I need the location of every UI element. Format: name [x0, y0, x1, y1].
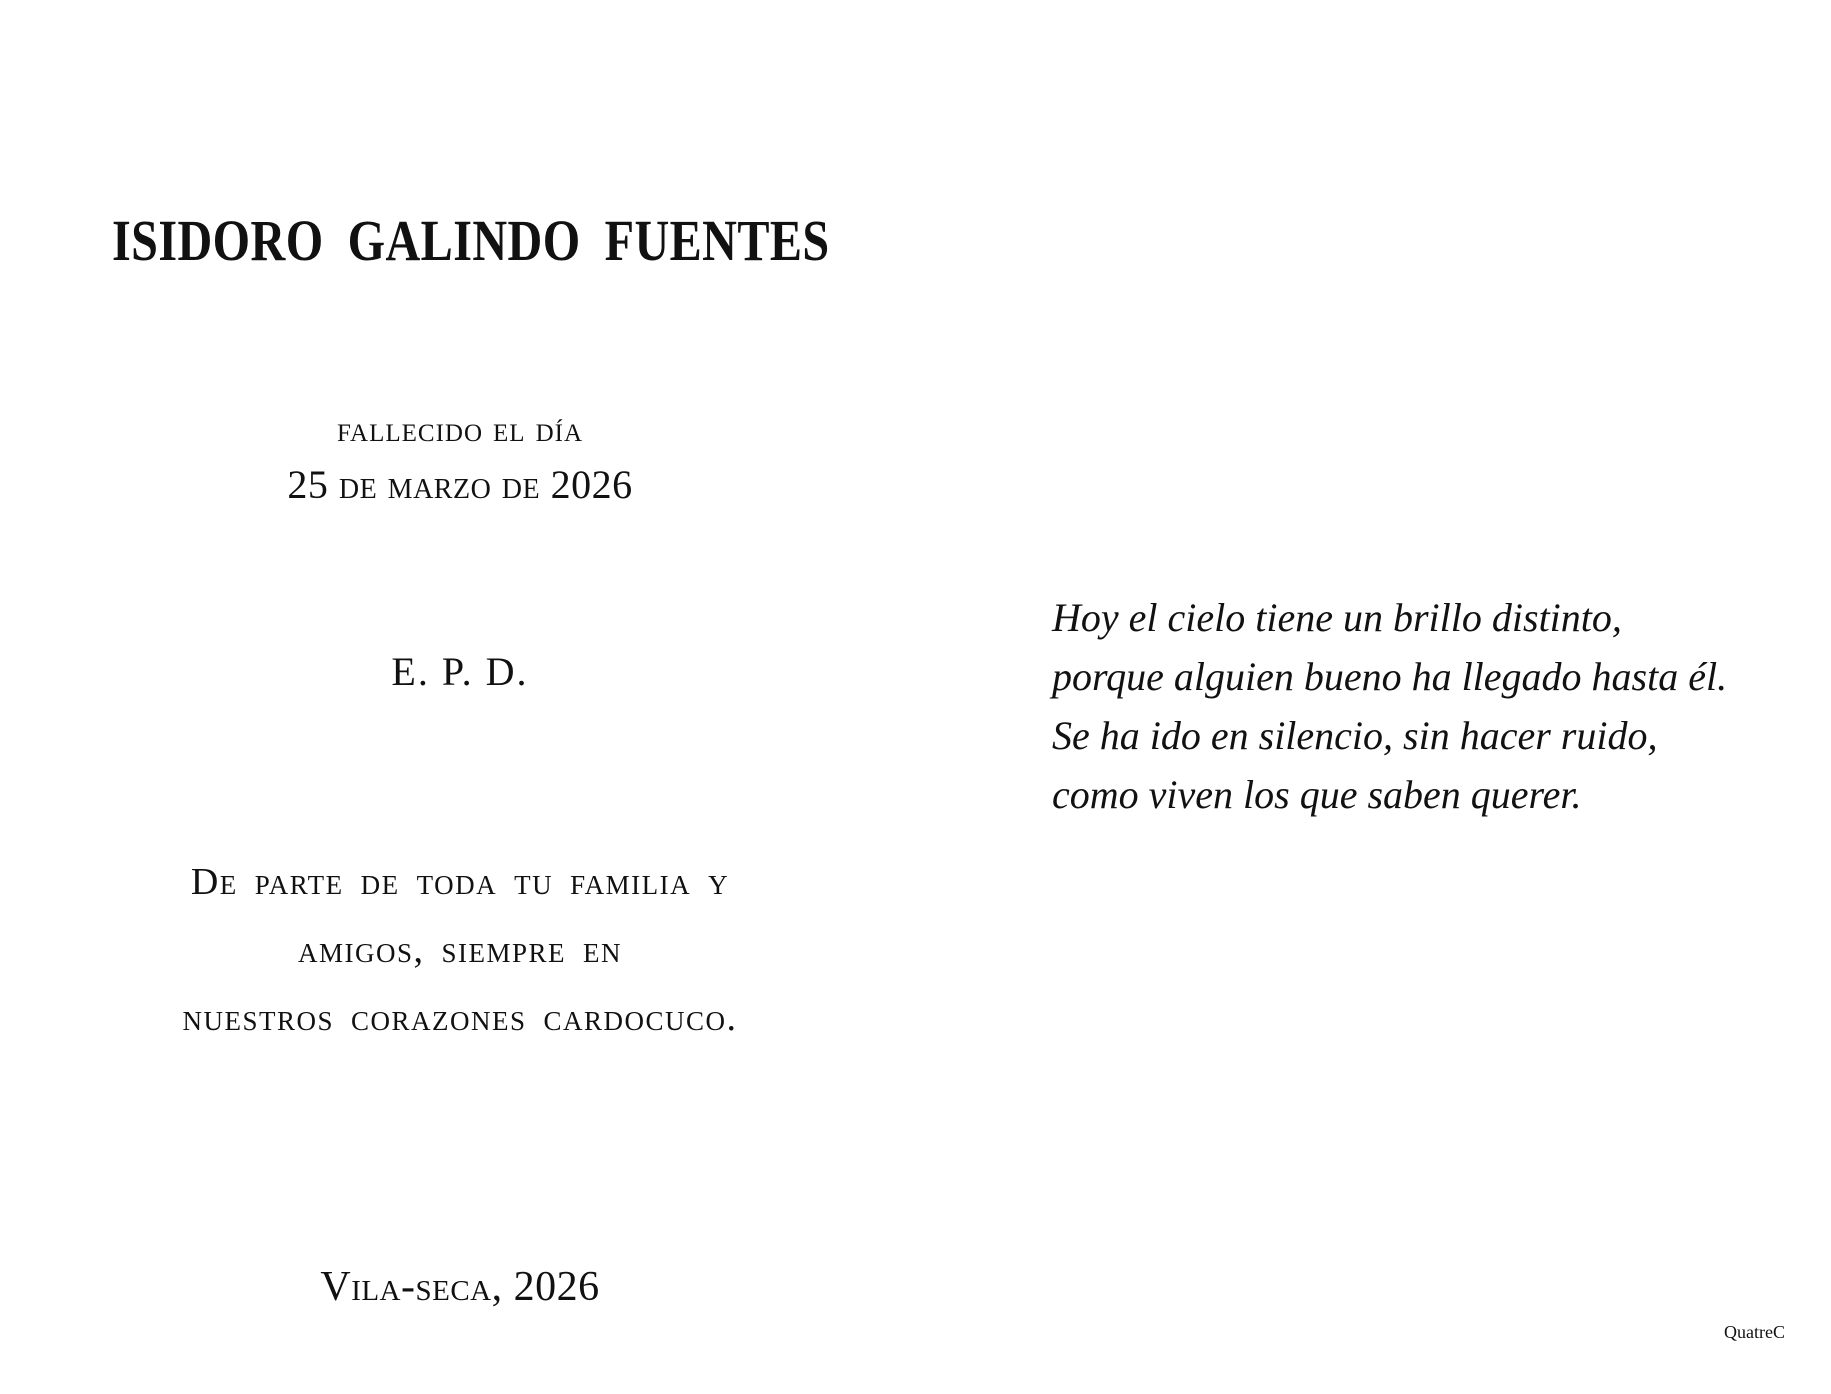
- death-notice: [110, 402, 810, 512]
- poem-line: como viven los que saben querer.: [1052, 772, 1582, 817]
- dedication-line: nuestros corazones cardocuco.: [182, 997, 738, 1039]
- poem-line: Hoy el cielo tiene un brillo distinto,: [1052, 595, 1622, 640]
- death-date: 25 de marzo de 2026: [287, 462, 633, 507]
- death-label: fallecido el día: [337, 409, 583, 449]
- place-year: Vila-seca, 2026: [320, 1264, 600, 1310]
- poem-line: Se ha ido en silencio, sin hacer ruido,: [1052, 713, 1658, 758]
- poem: [1052, 588, 1812, 824]
- dedication-line: De parte de toda tu familia y: [190, 861, 730, 903]
- poem-line: porque alguien bueno ha llegado hasta él.: [1052, 654, 1728, 699]
- brand-mark: QuatreC: [1724, 1322, 1785, 1342]
- deceased-name: ISIDORO GALINDO FUENTES: [112, 208, 830, 273]
- dedication-line: amigos, siempre en: [297, 929, 623, 971]
- dedication-text: [110, 848, 810, 1052]
- epd-text: E. P. D.: [391, 649, 529, 694]
